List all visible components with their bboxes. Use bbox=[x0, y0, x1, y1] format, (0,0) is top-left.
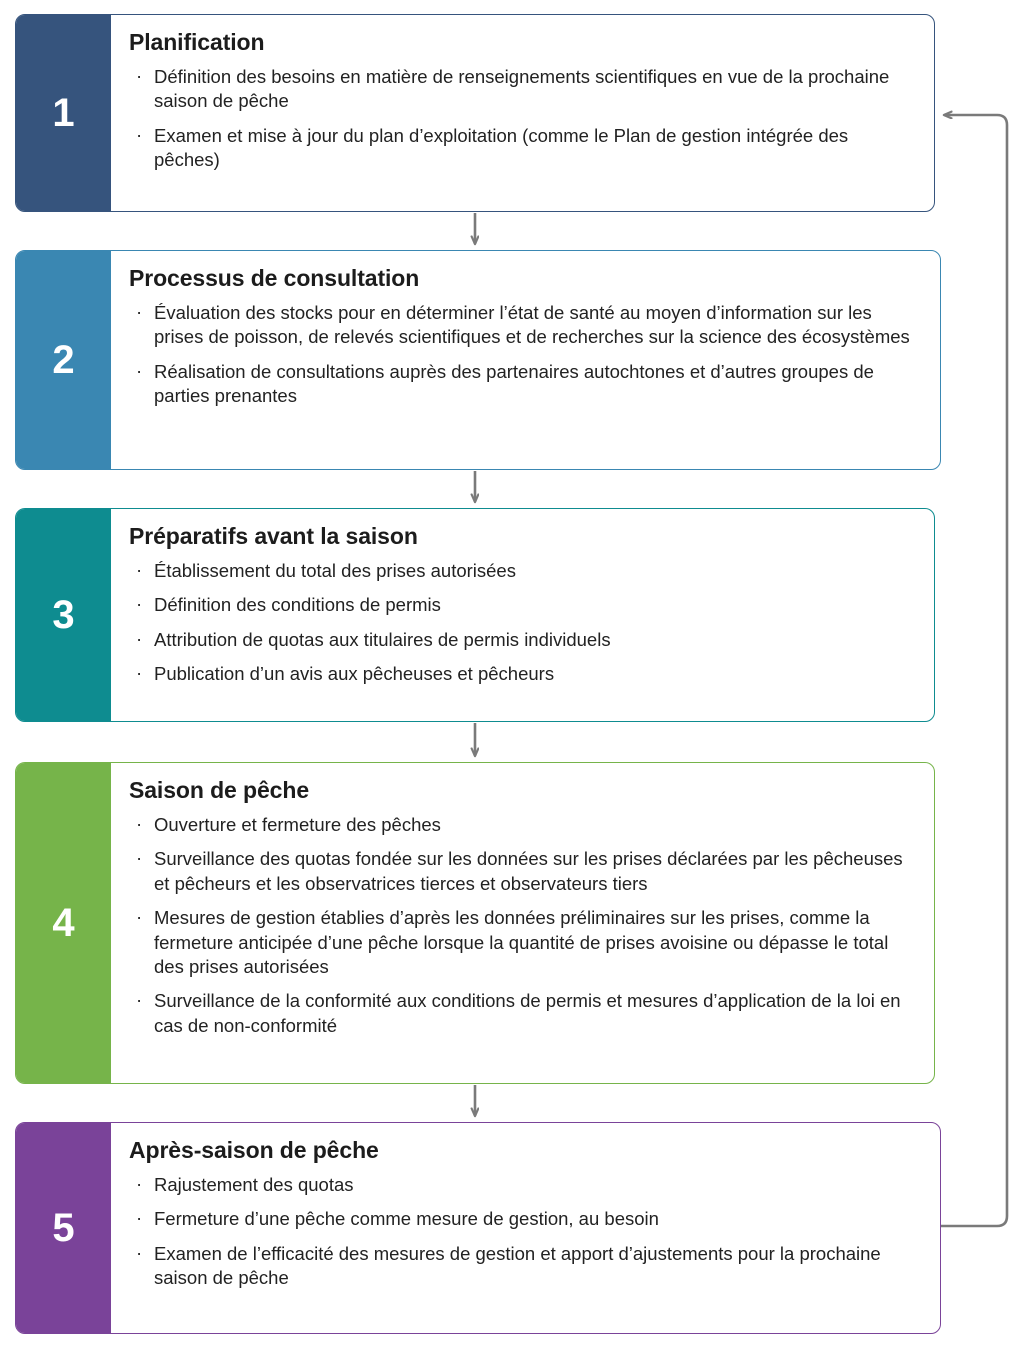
bullet-icon: · bbox=[136, 359, 143, 381]
step-card-1[interactable] bbox=[15, 14, 935, 212]
list-item bbox=[129, 1173, 924, 1197]
step-number-1: 1 bbox=[16, 15, 111, 211]
bullet-icon: · bbox=[136, 627, 143, 649]
bullet-icon: · bbox=[136, 847, 143, 869]
step-bullet-list-3 bbox=[129, 559, 918, 687]
step-card-4[interactable] bbox=[15, 762, 935, 1084]
list-item-text: Ouverture et fermeture des pêches bbox=[154, 814, 441, 835]
list-item bbox=[129, 124, 918, 173]
bullet-icon: · bbox=[136, 1207, 143, 1229]
step-card-5[interactable] bbox=[15, 1122, 941, 1334]
bullet-icon: · bbox=[136, 123, 143, 145]
list-item-text: Fermeture d’une pêche comme mesure de gestion, au besoin bbox=[154, 1208, 659, 1230]
list-item-text: Mesures de gestion établies d’après les données préliminaires sur les prises, comme la fermeture anticipée d’une pêche lorsque la quantité de prises avoisine ou dépasse le total des prises autorisées bbox=[154, 907, 889, 978]
step-card-3[interactable] bbox=[15, 508, 935, 722]
step-bullet-list-1 bbox=[129, 65, 918, 173]
step-number-5: 5 bbox=[16, 1123, 111, 1333]
list-item bbox=[129, 360, 924, 409]
list-item-text: Examen et mise à jour du plan d’exploitation (comme le Plan de gestion intégrée des pêches) bbox=[154, 124, 849, 171]
list-item-text: Surveillance de la conformité aux conditions de permis et mesures d’application de la loi en cas de non-conformité bbox=[154, 990, 901, 1036]
list-item-text: Définition des conditions de permis bbox=[154, 594, 441, 616]
step-content-2 bbox=[111, 251, 940, 469]
bullet-icon: · bbox=[136, 559, 143, 580]
bullet-icon: · bbox=[136, 813, 143, 834]
bullet-icon: · bbox=[136, 1173, 143, 1194]
list-item-text: Définition des besoins en matière de renseignements scientifiques en vue de la prochaine saison de pêche bbox=[154, 66, 890, 112]
step-content-3 bbox=[111, 509, 934, 721]
list-item bbox=[129, 989, 918, 1038]
step-content-4 bbox=[111, 763, 934, 1083]
step-bullet-list-2 bbox=[129, 301, 924, 409]
bullet-icon: · bbox=[136, 989, 143, 1011]
step-number-2: 2 bbox=[16, 251, 111, 469]
step-title-4: Saison de pêche bbox=[129, 777, 310, 803]
bullet-icon: · bbox=[136, 1241, 143, 1263]
list-item bbox=[129, 1207, 924, 1231]
step-bullet-list-4 bbox=[129, 813, 918, 1038]
list-item-text: Publication d’un avis aux pêcheuses et pêcheurs bbox=[154, 663, 555, 685]
bullet-icon: · bbox=[136, 906, 143, 928]
list-item-text: Réalisation de consultations auprès des partenaires autochtones et d’autres groupes de parties prenantes bbox=[154, 360, 874, 407]
list-item bbox=[129, 559, 918, 583]
bullet-icon: · bbox=[136, 301, 143, 322]
list-item-text: Attribution de quotas aux titulaires de permis individuels bbox=[154, 628, 611, 650]
step-title-1: Planification bbox=[129, 29, 265, 55]
step-bullet-list-5 bbox=[129, 1173, 924, 1291]
list-item-text: Examen de l’efficacité des mesures de gestion et apport d’ajustements pour la prochaine saison de pêche bbox=[154, 1242, 881, 1289]
list-item bbox=[129, 301, 924, 350]
list-item bbox=[129, 628, 918, 652]
step-title-2: Processus de consultation bbox=[129, 265, 420, 291]
list-item-text: Rajustement des quotas bbox=[154, 1174, 354, 1195]
bullet-icon: · bbox=[136, 65, 143, 86]
list-item-text: Établissement du total des prises autorisées bbox=[154, 560, 516, 581]
list-item bbox=[129, 847, 918, 896]
list-item-text: Surveillance des quotas fondée sur les données sur les prises déclarées par les pêcheuses et pêcheurs et les observatrices tierces et observateurs tiers bbox=[154, 848, 903, 894]
list-item bbox=[129, 662, 918, 686]
step-content-1 bbox=[111, 15, 934, 211]
step-number-3: 3 bbox=[16, 509, 111, 721]
step-content-5 bbox=[111, 1123, 940, 1333]
step-title-3: Préparatifs avant la saison bbox=[129, 523, 418, 549]
list-item bbox=[129, 1242, 924, 1291]
list-item bbox=[129, 813, 918, 837]
bullet-icon: · bbox=[136, 593, 143, 615]
step-title-5: Après-saison de pêche bbox=[129, 1137, 379, 1163]
bullet-icon: · bbox=[136, 662, 143, 684]
step-number-4: 4 bbox=[16, 763, 111, 1083]
feedback-loop-arrow bbox=[941, 115, 1007, 1226]
list-item bbox=[129, 906, 918, 979]
list-item-text: Évaluation des stocks pour en déterminer l’état de santé au moyen d’information sur les prises de poisson, de relevés scientifiques et de recherches sur la science des écosystèmes bbox=[154, 302, 910, 348]
list-item bbox=[129, 593, 918, 617]
list-item bbox=[129, 65, 918, 114]
step-card-2[interactable] bbox=[15, 250, 941, 470]
